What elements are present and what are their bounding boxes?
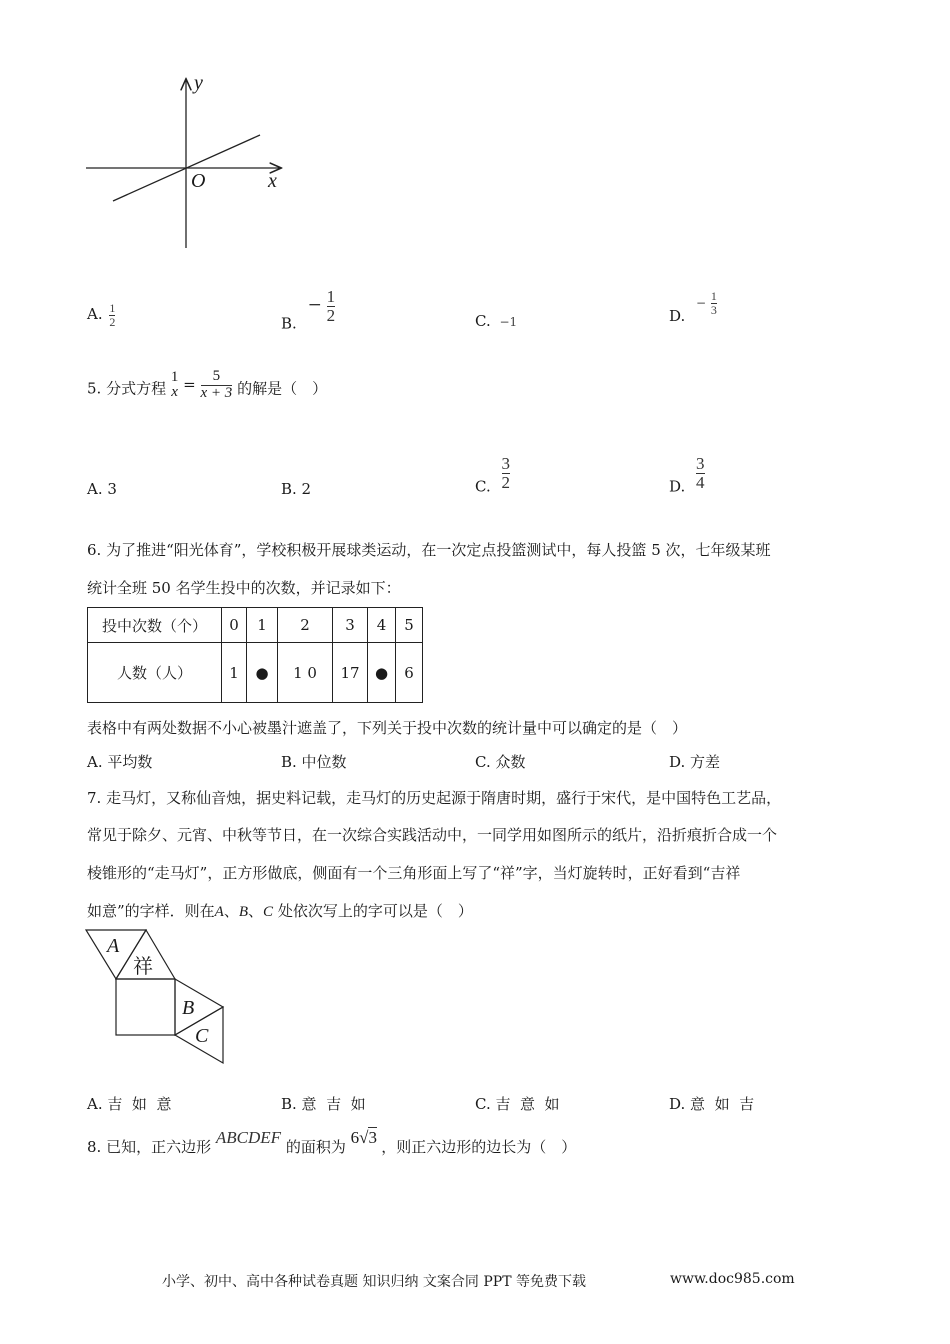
fraction: $\frac{3}{2}$ <box>501 454 510 492</box>
table-cell: 3 <box>333 608 368 643</box>
sqrt-sign: √ <box>359 1128 369 1147</box>
table-cell: 1 0 <box>278 643 333 703</box>
figure-label-b: B <box>182 997 195 1019</box>
fraction: $\frac{1}{2}$ <box>109 301 116 329</box>
table-row <box>88 643 423 703</box>
footer-text: 小学、初中、高中各种试卷真题 知识归纳 文案合同 PPT 等免费下载 <box>162 1274 586 1290</box>
x-axis-label: x <box>268 170 277 192</box>
question-6-prompt: 表格中有两处数据不小心被墨汁遮盖了，下列关于投中次数的统计量中可以确定的是（ ） <box>87 719 688 737</box>
fraction: $\frac{1}{2}$ <box>326 287 336 325</box>
row-header: 投中次数（个） <box>88 608 222 643</box>
table-cell: 1 <box>222 643 247 703</box>
q4-option-b[interactable]: B. − $\frac{1}{2}$ <box>281 287 336 333</box>
table-cell: 0 <box>222 608 247 643</box>
q7-option-d[interactable]: D. 意 如 吉 <box>669 1095 755 1113</box>
figure-label-a: A <box>107 935 120 957</box>
area-expression: 6√3 <box>350 1128 377 1147</box>
question-7-line-3: 棱锥形的“走马灯”，正方形做底，侧面有一个三角形面上写了“祥”字，当灯旋转时，正好看到“吉祥 <box>87 864 741 882</box>
table-cell: 4 <box>368 608 396 643</box>
question-7-line-1: 7. 走马灯，又称仙音烛，据史料记载，走马灯的历史起源于隋唐时期，盛行于宋代，是中国特色工艺品， <box>87 789 782 807</box>
shots-table <box>87 607 423 703</box>
q7-option-b[interactable]: B. 意 吉 如 <box>281 1095 366 1113</box>
q7-option-a[interactable]: A. 吉 如 意 <box>87 1095 172 1113</box>
table-cell: ● <box>368 643 396 703</box>
origin-label: O <box>191 170 206 192</box>
table-cell: 1 <box>247 608 278 643</box>
q7-option-c[interactable]: C. 吉 意 如 <box>475 1095 560 1113</box>
q6-option-d[interactable]: D. 方差 <box>669 753 721 771</box>
q6-option-c[interactable]: C. 众数 <box>475 753 526 771</box>
q5-option-c[interactable]: C. $\frac{3}{2}$ <box>475 454 510 496</box>
q5-option-b[interactable]: B. 2 <box>281 480 312 498</box>
question-7-line-2: 常见于除夕、元宵、中秋等节日，在一次综合实践活动中，一同学用如图所示的纸片，沿折痕折合成一个 <box>87 826 778 844</box>
row-header: 人数（人） <box>88 643 222 703</box>
linear-function-graph <box>80 70 300 260</box>
q4-option-a[interactable]: A. $\frac{1}{2}$ <box>87 301 116 329</box>
table-row <box>88 608 423 643</box>
lantern-net-figure <box>80 924 240 1070</box>
table-cell: ● <box>247 643 278 703</box>
q6-option-a[interactable]: A. 平均数 <box>87 753 153 771</box>
square-base <box>116 979 175 1035</box>
question-6-line-2: 统计全班 50 名学生投中的次数，并记录如下： <box>87 579 401 597</box>
question-5: 5. 分式方程 1 x = $\frac{5}{x + 3}$ 的解是（ ） <box>87 368 328 401</box>
table-cell: 5 <box>396 608 423 643</box>
y-axis-label: y <box>194 72 203 94</box>
q4-option-d[interactable]: D. − $\frac{1}{3}$ <box>669 289 717 326</box>
q4-option-c[interactable]: C. −1 <box>475 312 518 330</box>
q5-option-d[interactable]: D. $\frac{3}{4}$ <box>669 454 705 496</box>
figure-label-xiang: 祥 <box>133 954 153 978</box>
fraction: $\frac{3}{4}$ <box>696 454 705 492</box>
fraction-lhs: 1 x <box>170 368 179 401</box>
question-8: 8. 已知，正六边形 ABCDEF 的面积为 6√3 ，则正六边形的边长为（ ） <box>87 1128 577 1156</box>
fraction: $\frac{1}{3}$ <box>710 289 717 317</box>
q6-option-b[interactable]: B. 中位数 <box>281 753 347 771</box>
footer-link[interactable]: www.doc985.com <box>670 1271 795 1287</box>
question-7-line-4: 如意”的字样．则在A、B、C 处依次写上的字可以是（ ） <box>87 902 473 920</box>
figure-label-c: C <box>195 1025 209 1047</box>
question-6-line-1: 6. 为了推进“阳光体育”，学校积极开展球类运动，在一次定点投篮测试中，每人投篮 5 次，七年级某班 <box>87 541 771 559</box>
fraction-rhs: $\frac{5}{x + 3}$ <box>200 368 233 401</box>
table-cell: 17 <box>333 643 368 703</box>
table-cell: 6 <box>396 643 423 703</box>
q5-option-a[interactable]: A. 3 <box>87 480 117 498</box>
table-cell: 2 <box>278 608 333 643</box>
